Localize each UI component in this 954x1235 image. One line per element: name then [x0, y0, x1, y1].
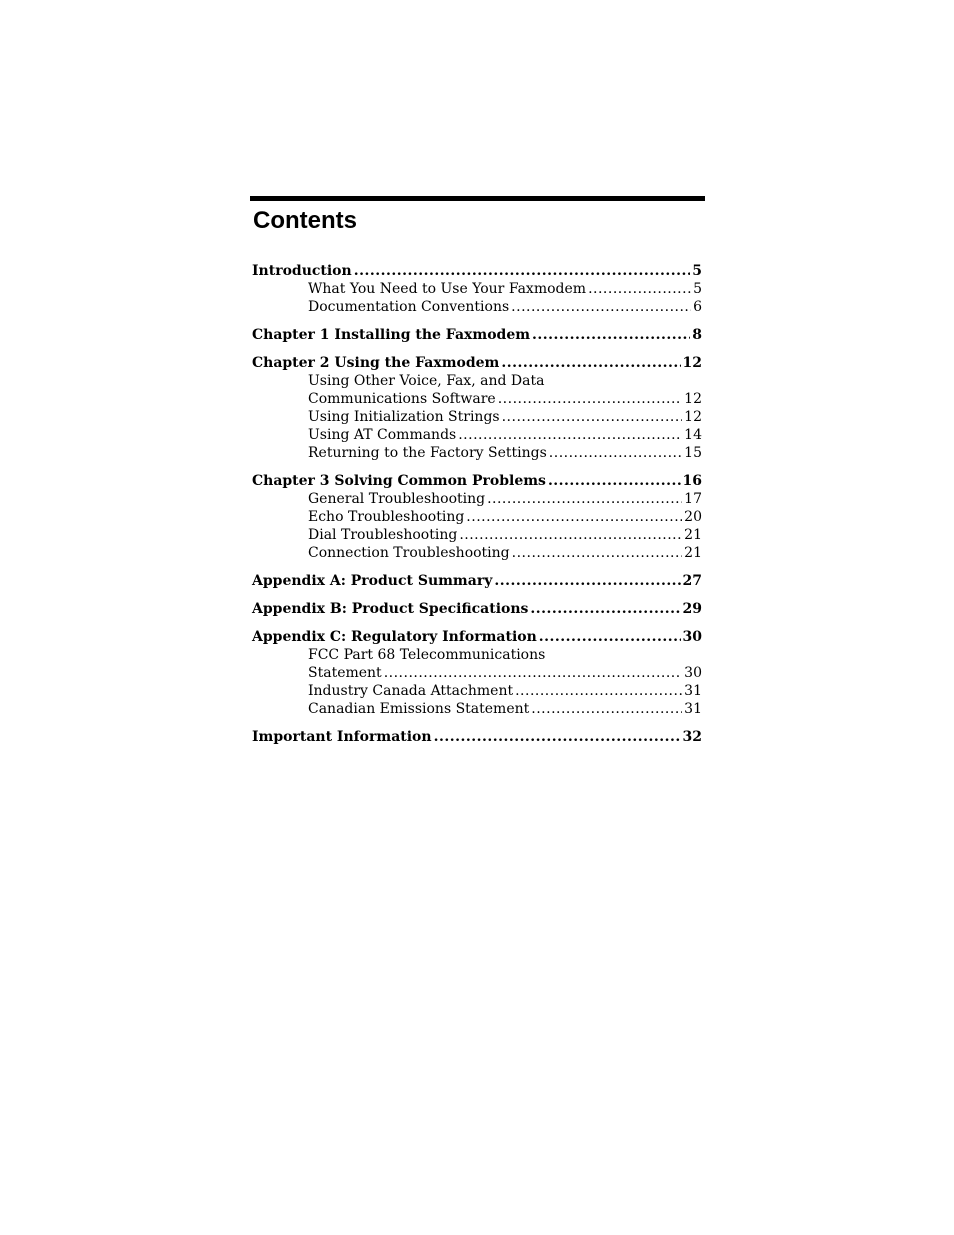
dot-leader — [434, 728, 681, 746]
dot-leader — [459, 526, 682, 544]
dot-leader — [501, 354, 680, 372]
toc-entry-label: Introduction — [252, 263, 352, 279]
toc-page-number: 20 — [684, 509, 702, 525]
header-rule — [250, 196, 705, 201]
toc-subentry[interactable] — [252, 390, 702, 408]
dot-leader — [384, 664, 682, 682]
toc-entry-label: Communications Software — [308, 391, 496, 407]
toc-page-number: 16 — [682, 473, 702, 489]
table-of-contents — [252, 262, 702, 756]
toc-entry[interactable] — [252, 262, 702, 280]
toc-entry-label: Echo Troubleshooting — [308, 509, 465, 525]
toc-entry-label: Chapter 3 Solving Common Problems — [252, 473, 546, 489]
toc-entry-label: General Troubleshooting — [308, 491, 486, 507]
toc-subentry[interactable] — [252, 490, 702, 508]
toc-section — [252, 326, 702, 344]
dot-leader — [531, 700, 682, 718]
dot-leader — [487, 490, 682, 508]
dot-leader — [548, 472, 681, 490]
toc-subentry[interactable] — [252, 544, 702, 562]
toc-subentry[interactable] — [252, 408, 702, 426]
toc-entry-label: Chapter 1 Installing the Faxmodem — [252, 327, 531, 343]
toc-entry[interactable] — [252, 326, 702, 344]
toc-entry-label: Dial Troubleshooting — [308, 527, 458, 543]
toc-entry-label: Canadian Emissions Statement — [308, 701, 530, 717]
toc-subentry[interactable] — [252, 280, 702, 298]
toc-subentry-line: Using Other Voice, Fax, and Data — [308, 373, 545, 389]
dot-leader — [515, 682, 682, 700]
dot-leader — [588, 280, 691, 298]
toc-section — [252, 600, 702, 618]
toc-section — [252, 728, 702, 746]
toc-page-number: 32 — [682, 729, 702, 745]
toc-subentry[interactable] — [252, 526, 702, 544]
toc-page-number: 8 — [692, 327, 702, 343]
toc-entry-label: Documentation Conventions — [308, 299, 510, 315]
page-title: Contents — [253, 207, 357, 234]
dot-leader — [511, 298, 691, 316]
toc-page-number: 12 — [684, 391, 702, 407]
toc-page-number: 12 — [682, 355, 702, 371]
dot-leader — [354, 262, 691, 280]
toc-entry-label: Chapter 2 Using the Faxmodem — [252, 355, 500, 371]
toc-subentry-line: FCC Part 68 Telecommunications — [308, 647, 546, 663]
dot-leader — [549, 444, 682, 462]
toc-page-number: 5 — [692, 263, 702, 279]
toc-entry[interactable] — [252, 472, 702, 490]
toc-page-number: 17 — [684, 491, 702, 507]
dot-leader — [512, 544, 683, 562]
toc-page-number: 29 — [682, 601, 702, 617]
toc-page-number: 12 — [684, 409, 702, 425]
toc-entry-label: Industry Canada Attachment — [308, 683, 514, 699]
dot-leader — [539, 628, 681, 646]
dot-leader — [466, 508, 682, 526]
dot-leader — [494, 572, 680, 590]
toc-section — [252, 628, 702, 718]
dot-leader — [458, 426, 682, 444]
dot-leader — [502, 408, 683, 426]
toc-section — [252, 472, 702, 562]
toc-page-number: 30 — [682, 629, 702, 645]
toc-page-number: 31 — [684, 701, 702, 717]
toc-entry-label: Connection Troubleshooting — [308, 545, 510, 561]
toc-entry-label: Using AT Commands — [308, 427, 457, 443]
toc-section — [252, 572, 702, 590]
dot-leader — [498, 390, 682, 408]
toc-entry[interactable] — [252, 728, 702, 746]
toc-page-number: 15 — [684, 445, 702, 461]
toc-entry-label: Appendix B: Product Specifications — [252, 601, 529, 617]
toc-entry-label: Using Initialization Strings — [308, 409, 500, 425]
toc-page-number: 5 — [693, 281, 702, 297]
toc-subentry[interactable] — [252, 508, 702, 526]
toc-entry-label: Statement — [308, 665, 382, 681]
toc-entry[interactable] — [252, 628, 702, 646]
toc-entry[interactable] — [252, 572, 702, 590]
toc-subentry[interactable] — [252, 426, 702, 444]
toc-entry-label: Important Information — [252, 729, 432, 745]
toc-subentry[interactable] — [252, 444, 702, 462]
toc-subentry[interactable] — [252, 664, 702, 682]
toc-page-number: 21 — [684, 527, 702, 543]
toc-section — [252, 354, 702, 462]
toc-entry[interactable] — [252, 354, 702, 372]
toc-page-number: 30 — [684, 665, 702, 681]
toc-page-number: 14 — [684, 427, 702, 443]
toc-entry[interactable] — [252, 600, 702, 618]
toc-subentry[interactable] — [252, 298, 702, 316]
toc-page-number: 31 — [684, 683, 702, 699]
toc-entry-label: Appendix C: Regulatory Information — [252, 629, 537, 645]
dot-leader — [532, 326, 690, 344]
dot-leader — [530, 600, 680, 618]
toc-entry-label: What You Need to Use Your Faxmodem — [308, 281, 587, 297]
toc-section — [252, 262, 702, 316]
toc-page-number: 27 — [682, 573, 702, 589]
toc-subentry[interactable] — [252, 700, 702, 718]
toc-page-number: 6 — [693, 299, 702, 315]
toc-entry-label: Appendix A: Product Summary — [252, 573, 493, 589]
toc-page-number: 21 — [684, 545, 702, 561]
toc-subentry[interactable] — [252, 682, 702, 700]
toc-entry-label: Returning to the Factory Settings — [308, 445, 547, 461]
